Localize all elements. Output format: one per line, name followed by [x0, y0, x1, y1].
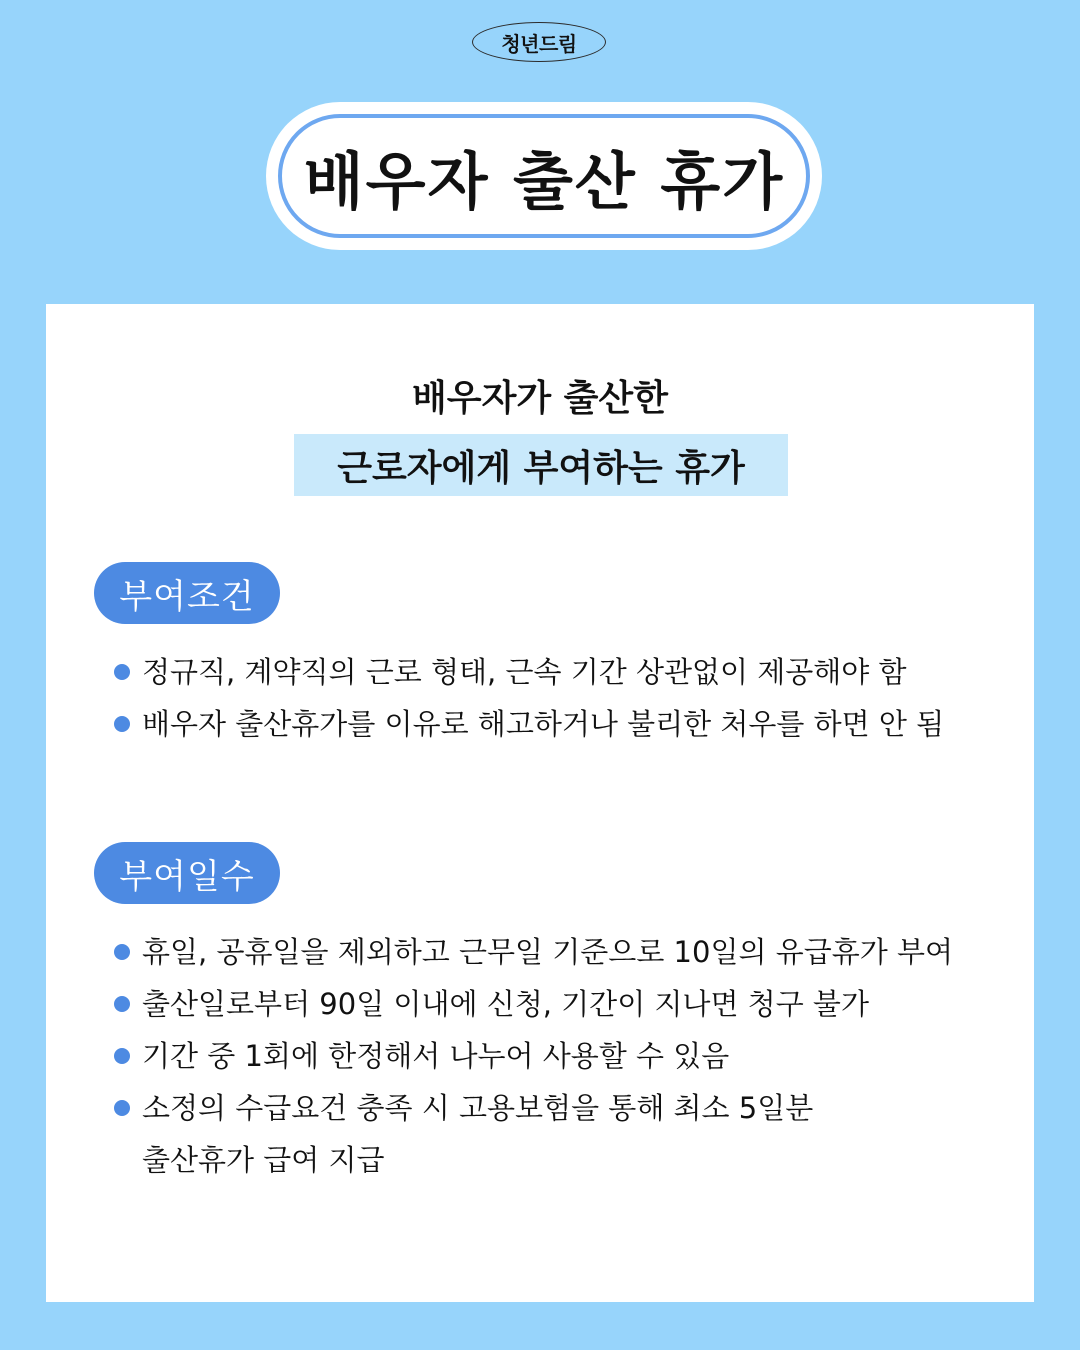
- bullet-dot-icon: [114, 996, 130, 1012]
- intro-line-1: 배우자가 출산한: [412, 378, 668, 419]
- section-label-days: [94, 842, 280, 904]
- days-list: [114, 926, 1014, 1186]
- list-item-text: 기간 중 1회에 한정해서 나누어 사용할 수 있음: [142, 1039, 730, 1073]
- brand-badge: [472, 22, 606, 62]
- bullet-dot-icon: [114, 944, 130, 960]
- list-item: [114, 978, 1014, 1030]
- conditions-list: [114, 646, 1014, 750]
- bullet-dot-icon: [114, 716, 130, 732]
- list-item-text: 배우자 출산휴가를 이유로 해고하거나 불리한 처우를 하면 안 됨: [142, 707, 945, 741]
- list-item-text: 소정의 수급요건 충족 시 고용보험을 통해 최소 5일분: [142, 1091, 814, 1125]
- list-item: [114, 1082, 1014, 1186]
- intro-highlight: [294, 434, 788, 496]
- list-item: [114, 698, 1014, 750]
- list-item-text: 휴일, 공휴일을 제외하고 근무일 기준으로 10일의 유급휴가 부여: [142, 935, 953, 969]
- title-banner: [278, 114, 810, 238]
- list-item-text: 출산일로부터 90일 이내에 신청, 기간이 지나면 청구 불가: [142, 987, 869, 1021]
- page-title: 배우자 출산 휴가: [303, 144, 785, 218]
- list-item-continuation: 출산휴가 급여 지급: [142, 1143, 385, 1177]
- list-item: [114, 926, 1014, 978]
- bullet-dot-icon: [114, 1100, 130, 1116]
- bullet-dot-icon: [114, 1048, 130, 1064]
- bullet-dot-icon: [114, 664, 130, 680]
- content-card: [46, 304, 1034, 1302]
- brand-label: 청년드림: [501, 31, 577, 56]
- section-label-text: 부여조건: [119, 576, 255, 617]
- list-item: [114, 646, 1014, 698]
- section-label-conditions: [94, 562, 280, 624]
- list-item-text: 정규직, 계약직의 근로 형태, 근속 기간 상관없이 제공해야 함: [142, 655, 907, 689]
- section-label-text: 부여일수: [119, 856, 255, 897]
- intro-line-2: 근로자에게 부여하는 휴가: [337, 447, 745, 489]
- list-item: [114, 1030, 1014, 1082]
